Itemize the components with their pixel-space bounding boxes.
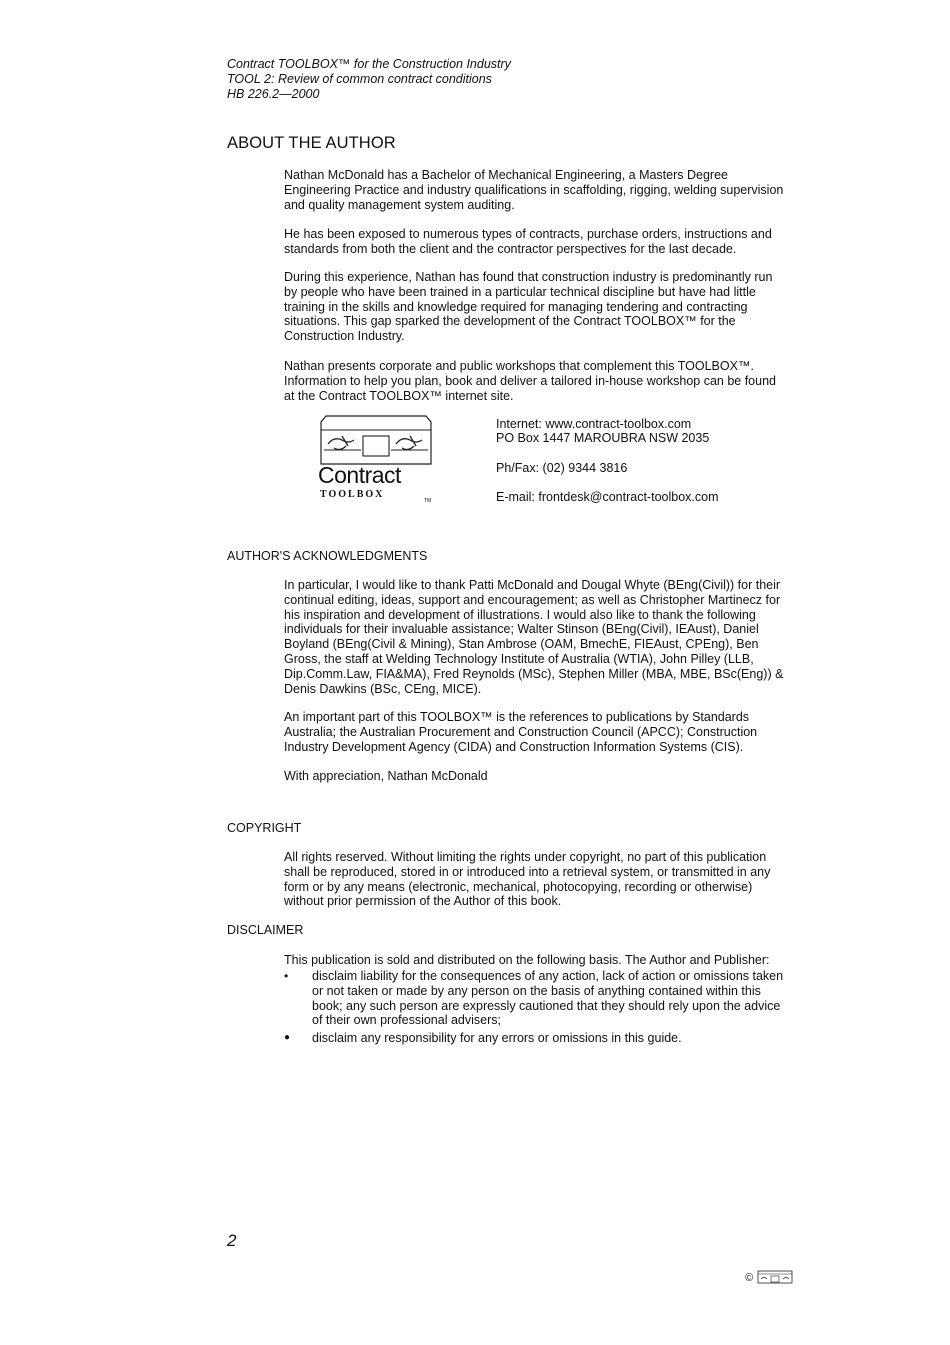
running-header-tool: TOOL 2: Review of common contract conditions [227,72,492,86]
about-paragraph: Nathan McDonald has a Bachelor of Mechanical Engineering, a Masters Degree Engineering Practice and industry qualifications in scaffolding, rigging, welding supervision and quality management system auditing. [284,168,784,212]
logo-subword: TOOLBOX [320,489,385,500]
bullet-text: disclaim any responsibility for any errors or omissions in this guide. [312,1031,682,1045]
disclaimer-bullet [284,1031,789,1046]
contract-toolbox-logo [316,414,441,510]
about-heading: ABOUT THE AUTHOR [227,134,396,152]
logo-wordmark: Contract [318,462,401,488]
disclaimer-bullet [284,969,789,1028]
acknowledgments-paragraph: An important part of this TOOLBOX™ is the references to publications by Standards Australia; the Australian Procurement and Construction Council (APCC); Construction Industry Development Agency (CIDA) and Construction Information Systems (CIS). [284,710,758,754]
bullet-marker: • [284,969,289,983]
bullet-text: disclaim liability for the consequences of any action, lack of action or omissions taken or not taken or made by any person on the basis of anything contained within this book; any such person are expressly cautioned that they should rely upon the advice of their own professional advisers; [312,969,784,1028]
running-header-code: HB 226.2—2000 [227,87,320,101]
contact-email: E-mail: frontdesk@contract-toolbox.com [496,490,719,504]
acknowledgments-paragraph: In particular, I would like to thank Patti McDonald and Dougal Whyte (BEng(Civil)) for their continual editing, ideas, support and encouragement; as well as Christopher Martinecz for his inspiration and development of illustrations. I would also like to thank the following individuals for their invaluable assistance; Walter Stinson (BEng(Civil), IEAust), Daniel Boyland (BEng(Civil & Mining), Stan Ambrose (OAM, BmechE, FIEAust, CPEng), Ben Gross, the staff at Welding Technology Institute of Australia (WTIA), John Pilley (LLB, Dip.Comm.Law, FIA&MA), Fred Reynolds (MSc), Stephen Miller (MBA, MBE, BSc(Eng)) & Denis Dawkins (BSc, CEng, MICE). [284,578,784,696]
copyright-symbol: © [745,1272,754,1284]
about-paragraph: He has been exposed to numerous types of contracts, purchase orders, instructions and standards from both the client and the contractor perspectives for the last decade. [284,227,772,256]
copyright-heading: COPYRIGHT [227,821,302,835]
contact-phone: Ph/Fax: (02) 9344 3816 [496,461,628,475]
disclaimer-heading: DISCLAIMER [227,923,304,937]
disclaimer-intro: This publication is sold and distributed on the following basis. The Author and Publisher: [284,953,770,967]
acknowledgments-signoff: With appreciation, Nathan McDonald [284,769,488,783]
bullet-marker: ● [284,1032,291,1043]
contact-internet: Internet: www.contract-toolbox.com [496,417,692,431]
page-number: 2 [227,1231,237,1250]
mini-toolbox-icon [757,1270,793,1284]
about-paragraph: Nathan presents corporate and public workshops that complement this TOOLBOX™. Information to help you plan, book and deliver a tailored in-house workshop can be found at the Contract TOOLBOX™ internet site. [284,359,776,403]
copyright-paragraph: All rights reserved. Without limiting the rights under copyright, no part of this publication shall be reproduced, stored in or introduced into a retrieval system, or transmitted in any form or by any means (electronic, mechanical, photocopying, recording or otherwise) without prior permission of the Author of this book. [284,850,771,909]
acknowledgments-heading: AUTHOR'S ACKNOWLEDGMENTS [227,549,428,563]
logo-trademark: TM [424,498,432,504]
about-paragraph: During this experience, Nathan has found that construction industry is predominantly run by people who have been trained in a particular technical discipline but have had little training in the skills and knowledge required for managing tendering and contracting situations. This gap sparked the development of the Contract TOOLBOX™ for the Construction Industry. [284,270,773,344]
contact-po-box: PO Box 1447 MAROUBRA NSW 2035 [496,431,710,445]
running-header-title: Contract TOOLBOX™ for the Construction Industry [227,57,511,71]
footer-logo [745,1270,795,1286]
